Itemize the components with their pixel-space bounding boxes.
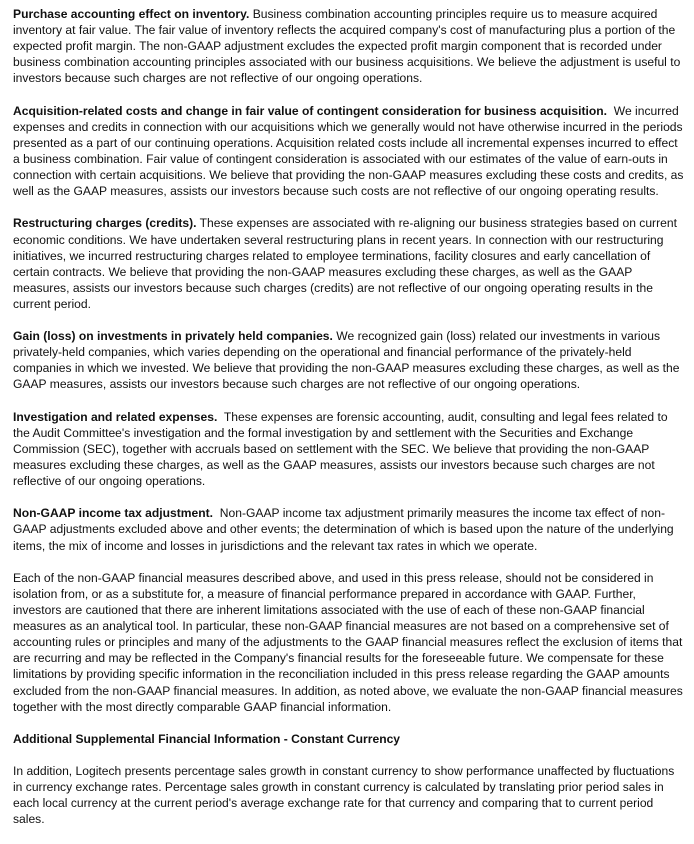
summary-paragraph: Each of the non-GAAP financial measures described above, and used in this press release, should not be considered in isolation from, or as a substitute for, a measure of financial performance prepared in accordance with GAAP. Further, investors are cautioned that there are inherent limitations associated with the use of each of these non-GAAP financial measures as an analytical tool. In particular, these non-GAAP financial measures are not based on a comprehensive set of accounting rules or principles and many of the adjustments to the GAAP financial measures reflect the exclusion of items that are recurring and may be reflected in the Company's financial results for the foreseeable future. We compensate for these limitations by providing specific information in the reconciliation included in this press release regarding the GAAP amounts excluded from the non-GAAP financial measures. In addition, as noted above, we evaluate the non-GAAP financial measures together with the most directly comparable GAAP financial information. — [13, 570, 683, 714]
section-gain-loss-investments — [13, 328, 685, 392]
section-acquisition-related-costs — [13, 103, 685, 200]
section-body: Non-GAAP income tax adjustment primarily measures the income tax effect of non-GAAP adjustments excluded above and other events; the determination of which is based upon the nature of the underlying items, the mix of income and losses in jurisdictions and the relevant tax rates in which we operate. — [13, 506, 674, 553]
section-heading: Non-GAAP income tax adjustment. — [13, 506, 214, 521]
section-heading: Gain (loss) on investments in privately held companies. — [13, 329, 333, 344]
section-body: We incurred expenses and credits in connection with our acquisitions which we generally would not have otherwise incurred in the periods presented as a part of our continuing operations. Acquisition related costs include all incremental expenses incurred to effect a business combination. Fair value of contingent consideration is associated with our estimates of the value of earn-outs in connection with certain acquisitions. We believe that providing the non-GAAP measures excluding these costs and credits, as well as the GAAP measures, assists our investors because such costs are not reflective of our ongoing operating results. — [13, 103, 684, 199]
section-investigation-expenses — [13, 409, 685, 489]
section-restructuring-charges — [13, 215, 685, 312]
section-heading: Restructuring charges (credits). — [13, 216, 197, 231]
section-heading: Investigation and related expenses. — [13, 409, 218, 424]
section-body: Business combination accounting principles require us to measure acquired inventory at fair value. The fair value of inventory reflects the acquired company's cost of manufacturing plus a portion of the expected profit margin. The non-GAAP adjustment excludes the expected profit margin component that is recorded under business combination accounting principles associated with our business acquisitions. We believe the adjustment is useful to investors because such charges are not reflective of our ongoing operations. — [13, 7, 681, 86]
document-body — [13, 6, 685, 844]
section-heading: Acquisition-related costs and change in fair value of contingent consideration for business acquisition. — [13, 103, 608, 118]
section-income-tax-adjustment — [13, 505, 685, 553]
section-body: These expenses are forensic accounting, audit, consulting and legal fees related to the Audit Committee's investigation and the formal investigation by and settlement with the Securities and Exchange Commission (SEC), together with accruals based on settlement with the SEC. We believe that providing the non-GAAP measures excluding these charges, as well as the GAAP measures, assists our investors because such charges are not reflective of our ongoing operations. — [13, 409, 668, 489]
section-body: We recognized gain (loss) related our investments in various privately-held companies, which varies depending on the operational and financial performance of the privately-held companies in which we invested. We believe that providing the non-GAAP measures excluding these charges, as well as the GAAP measures, assists our investors because such charges are not reflective of our ongoing operations. — [13, 329, 680, 392]
section-purchase-accounting — [13, 6, 685, 86]
section-body: These expenses are associated with re-aligning our business strategies based on current economic conditions. We have undertaken several restructuring plans in recent years. In connection with our restructuring initiatives, we incurred restructuring charges related to employee terminations, facility closures and early cancellation of certain contracts. We believe that providing the non-GAAP measures excluding these charges, as well as the GAAP measures, assists our investors because such charges (credits) are not reflective of our ongoing operating results in the current period. — [13, 216, 677, 311]
section-heading: Purchase accounting effect on inventory. — [13, 7, 250, 21]
supplemental-heading: Additional Supplemental Financial Information - Constant Currency — [13, 731, 401, 746]
supplemental-body: In addition, Logitech presents percentage sales growth in constant currency to show performance unaffected by fluctuations in currency exchange rates. Percentage sales growth in constant currency is calculated by translating prior period sales in each local currency at the current period's average exchange rate for that currency and comparing that to current period sales. — [13, 764, 675, 827]
